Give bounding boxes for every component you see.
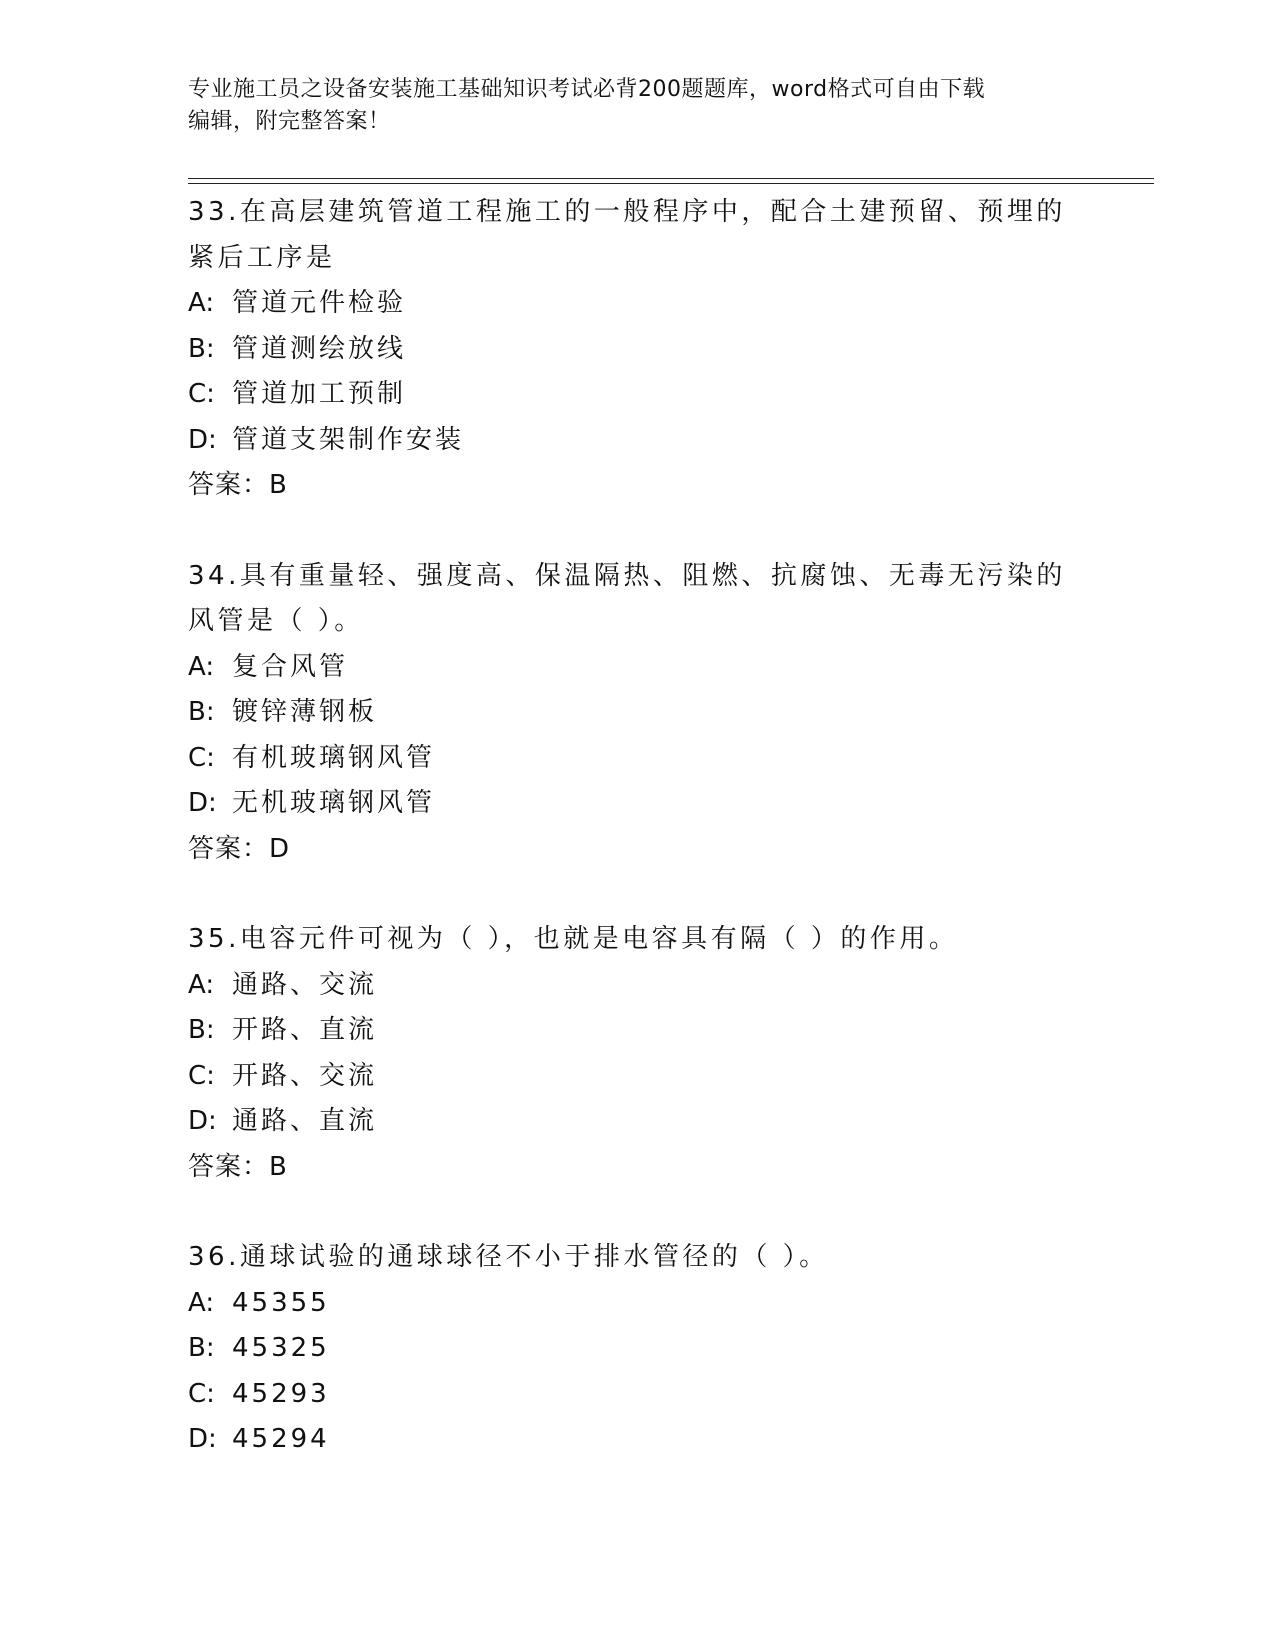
option-d [188, 1417, 1088, 1463]
option-key: A: [188, 1287, 215, 1318]
option-key: B: [188, 697, 215, 727]
option-text: 管道元件检验 [232, 288, 407, 318]
question-stem: 36.通球试验的通球球径不小于排水管径的（ ）。 [188, 1242, 829, 1272]
option-key: B: [188, 1015, 215, 1045]
option-text: 有机玻璃钢风管 [232, 742, 436, 773]
option-text: 镀锌薄钢板 [232, 697, 378, 727]
option-text: 45355 [232, 1287, 330, 1318]
option-key: B: [188, 333, 215, 364]
option-text: 管道支架制作安装 [232, 424, 465, 455]
option-text: 复合风管 [232, 651, 349, 682]
option-key: D: [188, 1106, 217, 1136]
option-key: A: [188, 969, 215, 1000]
option-text: 45325 [232, 1333, 330, 1363]
option-c [188, 1054, 1088, 1100]
option-key: C: [188, 1060, 215, 1091]
question-item [188, 917, 1088, 1190]
option-c [188, 736, 1088, 782]
option-d [188, 781, 1088, 827]
option-a [188, 963, 1088, 1009]
option-key: A: [188, 651, 215, 682]
question-item [188, 1235, 1088, 1463]
option-text: 无机玻璃钢风管 [232, 788, 436, 818]
document-header [188, 74, 1068, 138]
option-key: D: [188, 788, 217, 818]
header-line-2: 编辑，附完整答案！ [188, 109, 391, 134]
option-key: D: [188, 424, 217, 455]
option-text: 通路、直流 [232, 1106, 378, 1136]
option-key: C: [188, 742, 215, 773]
header-divider-top [188, 178, 1154, 179]
option-key: A: [188, 288, 215, 318]
option-text: 通路、交流 [232, 969, 378, 1000]
option-a [188, 281, 1088, 327]
option-text: 45293 [232, 1378, 330, 1409]
option-key: B: [188, 1333, 215, 1363]
question-stem: 34.具有重量轻、强度高、保温隔热、阻燃、抗腐蚀、无毒无污染的风管是（ ）。 [188, 560, 1066, 636]
question-list [188, 190, 1088, 1508]
option-a [188, 645, 1088, 691]
option-a [188, 1281, 1088, 1327]
option-b [188, 690, 1088, 736]
question-stem: 33.在高层建筑管道工程施工的一般程序中，配合土建预留、预埋的紧后工序是 [188, 197, 1066, 273]
option-key: C: [188, 1378, 215, 1409]
option-key: C: [188, 379, 215, 409]
option-d [188, 418, 1088, 464]
option-text: 45294 [232, 1424, 330, 1454]
option-d [188, 1099, 1088, 1145]
option-text: 管道加工预制 [232, 379, 407, 409]
answer-line: 答案：B [188, 1151, 288, 1182]
question-item [188, 190, 1088, 509]
option-key: D: [188, 1424, 217, 1454]
option-b [188, 327, 1088, 373]
option-text: 开路、直流 [232, 1015, 378, 1045]
header-divider-bottom [188, 183, 1154, 184]
option-c [188, 1372, 1088, 1418]
option-b [188, 1008, 1088, 1054]
header-line-1: 专业施工员之设备安装施工基础知识考试必背200题题库，word格式可自由下载 [188, 77, 986, 102]
answer-line: 答案：B [188, 470, 288, 500]
question-stem: 35.电容元件可视为（ ），也就是电容具有隔（ ）的作用。 [188, 924, 959, 954]
answer-line: 答案：D [188, 833, 291, 864]
option-text: 管道测绘放线 [232, 333, 407, 364]
option-b [188, 1326, 1088, 1372]
option-c [188, 372, 1088, 418]
question-item [188, 554, 1088, 873]
option-text: 开路、交流 [232, 1060, 378, 1091]
